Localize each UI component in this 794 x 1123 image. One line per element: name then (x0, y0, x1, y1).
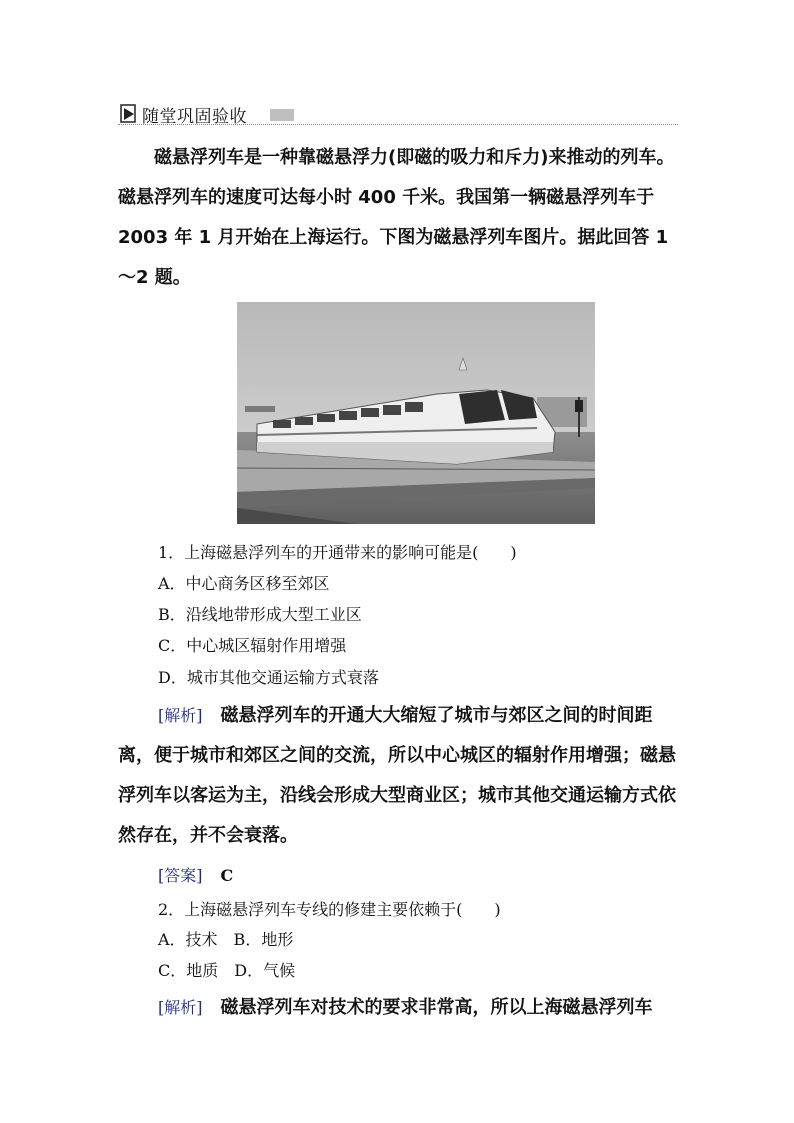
analysis-tag: [解析] (158, 706, 203, 725)
question-1-analysis (118, 696, 676, 856)
question-1-option-b: B．沿线地带形成大型工业区 (158, 605, 362, 624)
analysis-text: 磁悬浮列车对技术的要求非常高，所以上海磁悬浮列车 (220, 997, 653, 1018)
question-2-options-row-2: C．地质 D．气候 (158, 961, 296, 980)
intro-paragraph: 磁悬浮列车是一种靠磁悬浮力(即磁的吸力和斥力)来推动的列车。磁悬浮列车的速度可达每小时 400 千米。我国第一辆磁悬浮列车于 2003 年 1 月开始在上海运行。下图为磁悬浮列车图片。据此回答 1～2 题。 (118, 147, 675, 288)
answer-value: C (220, 866, 234, 885)
question-1-option-a: A．中心商务区移至郊区 (158, 574, 330, 593)
question-2-stem: 2．上海磁悬浮列车专线的修建主要依赖于( ) (158, 900, 501, 919)
play-arrow-icon (120, 104, 138, 124)
section-title: 随堂巩固验收 (142, 107, 247, 127)
maglev-train-photo (237, 302, 595, 524)
question-1-stem: 1．上海磁悬浮列车的开通带来的影响可能是( ) (158, 543, 517, 562)
question-1-option-d: D．城市其他交通运输方式衰落 (158, 668, 379, 687)
analysis-tag: [解析] (158, 998, 203, 1017)
question-2-analysis (118, 988, 676, 1028)
header-divider (118, 124, 678, 125)
question-2-options-row-1: A．技术 B．地形 (158, 930, 294, 949)
answer-tag: [答案] (158, 866, 203, 885)
question-1-option-c: C．中心城区辐射作用增强 (158, 636, 347, 655)
section-header (118, 100, 678, 128)
analysis-text: 磁悬浮列车的开通大大缩短了城市与郊区之间的时间距离，便于城市和郊区之间的交流，所以中心城区的辐射作用增强；磁悬浮列车以客运为主，沿线会形成大型商业区；城市其他交通运输方式依然存在，并不会衰落。 (118, 705, 676, 846)
question-1-answer (158, 866, 233, 886)
header-decor-bar (270, 109, 294, 121)
